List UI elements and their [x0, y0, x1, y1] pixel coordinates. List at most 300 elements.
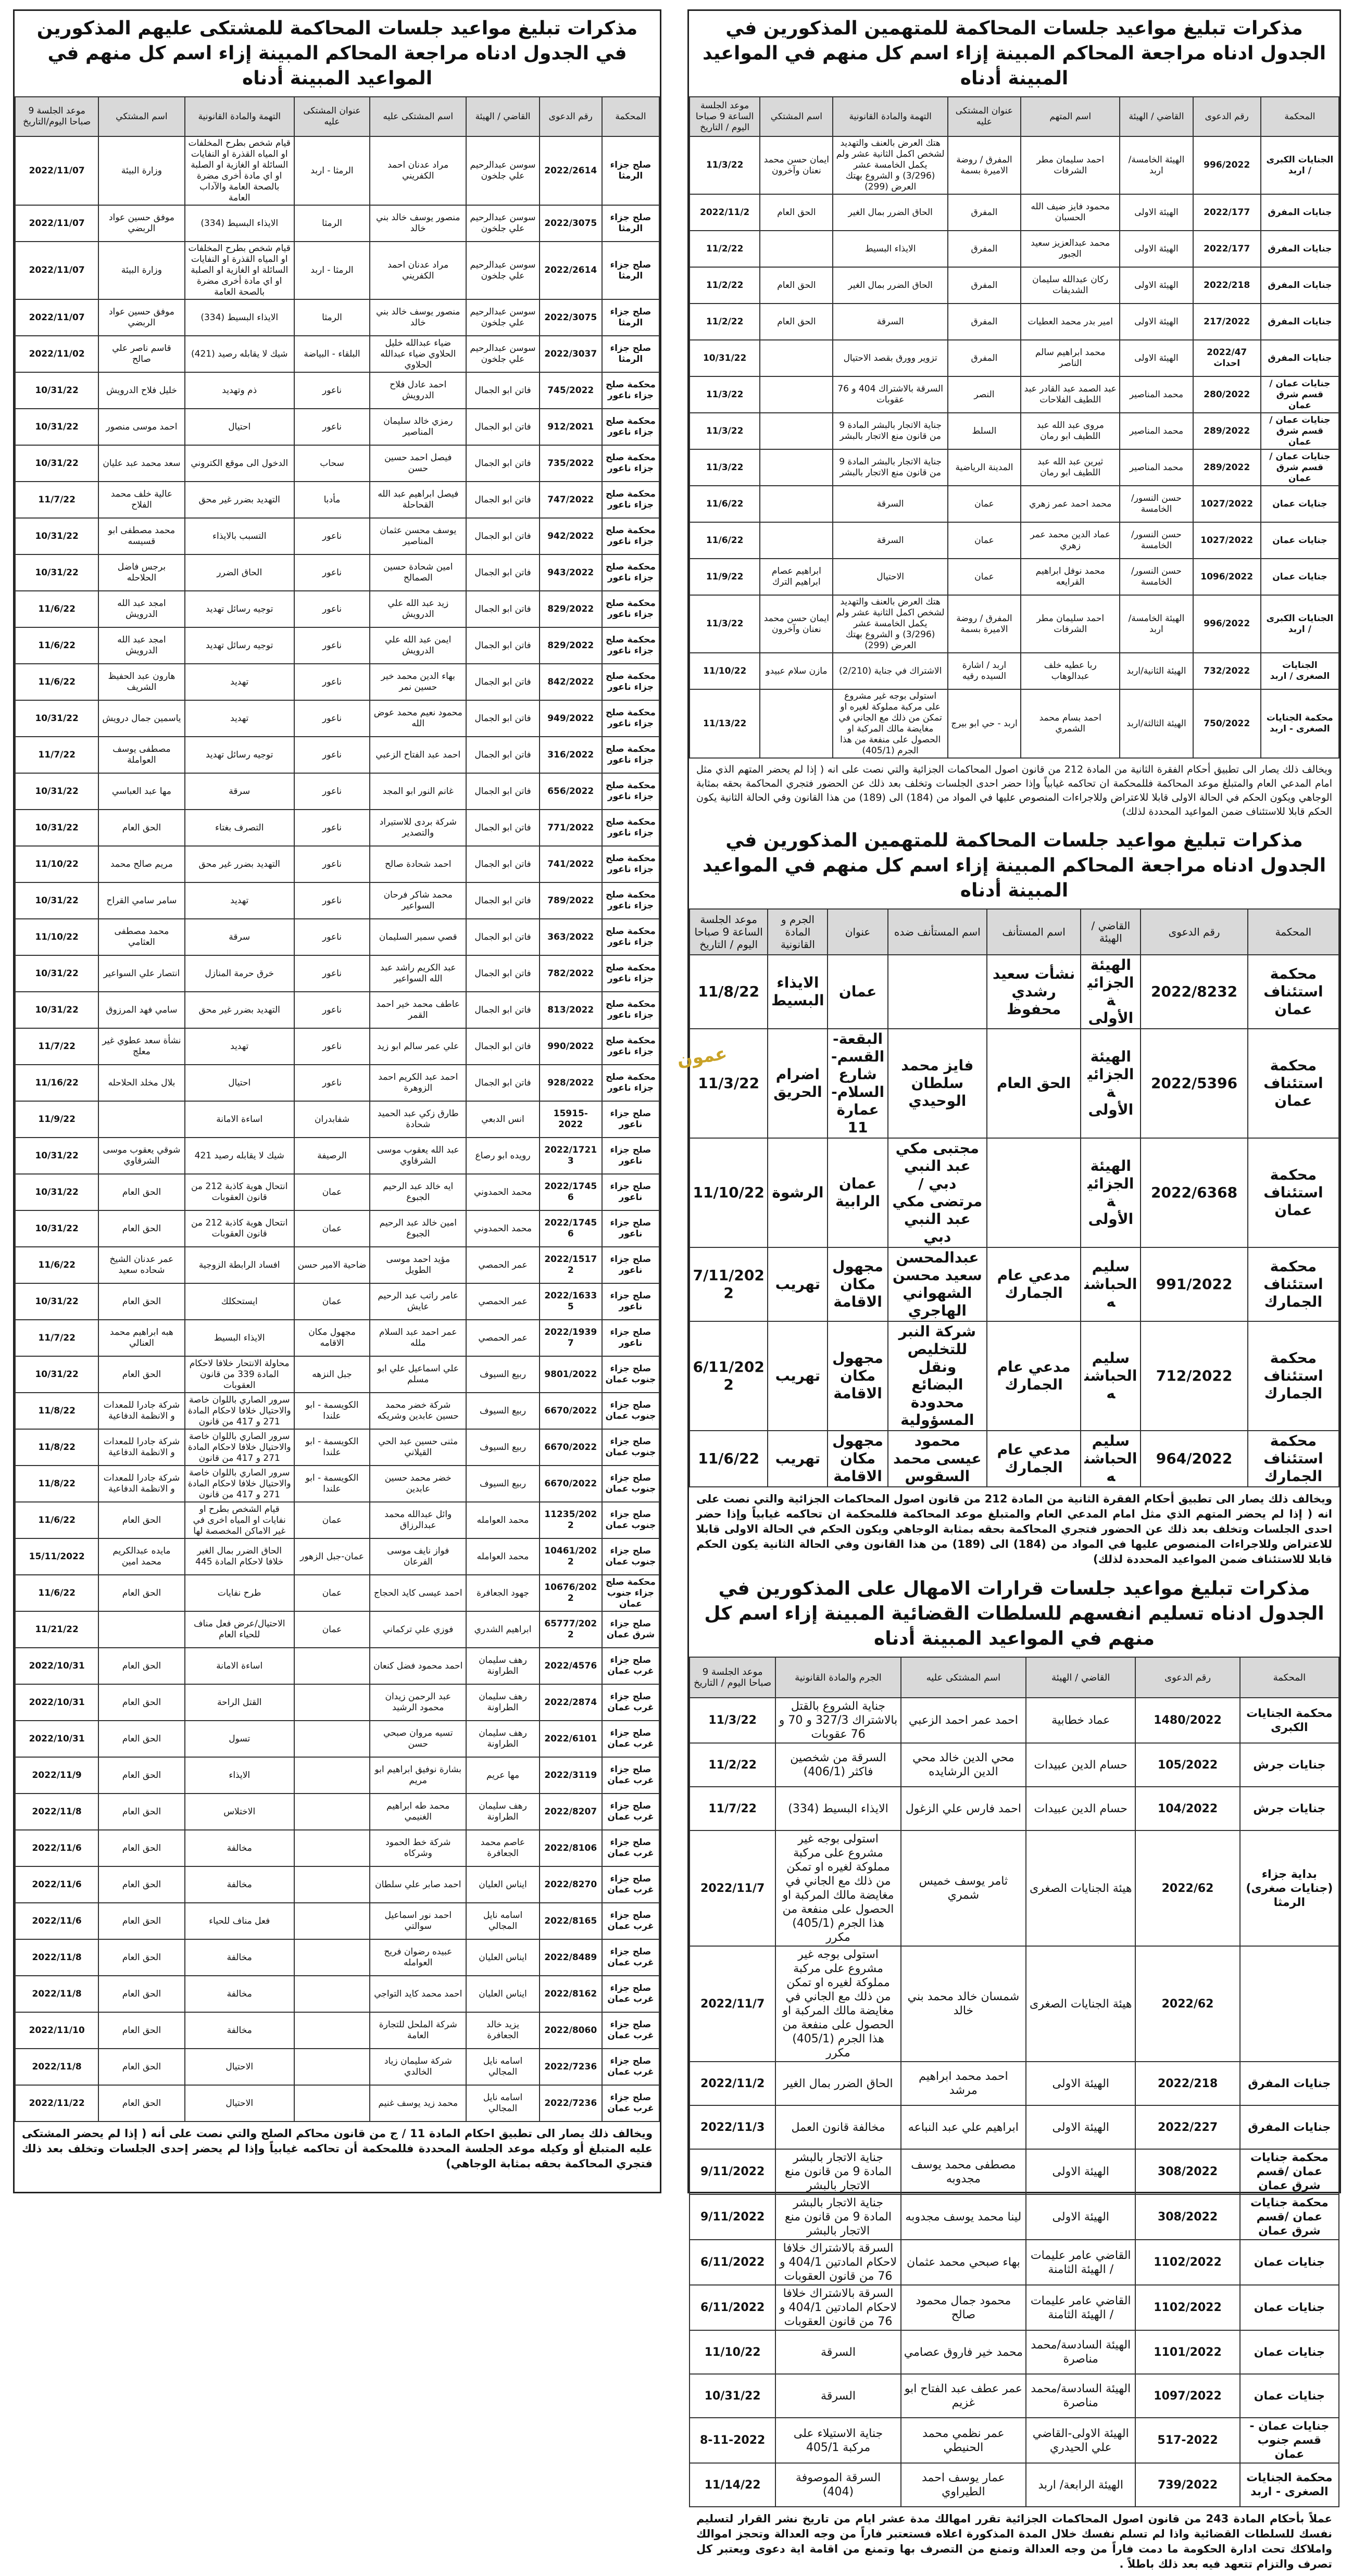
table-cell: عبد الرحمن زيدان محمود الرشيد: [370, 1684, 466, 1721]
table-cell: الحق العام: [98, 1648, 184, 1684]
table-cell: الهيئة الاولى: [1026, 2062, 1135, 2105]
table-cell: صلح جزاء غرب عمان: [602, 1684, 659, 1721]
table-cell: محكمة صلح جزاء ناعور: [602, 846, 659, 882]
table-row: [15, 482, 659, 518]
table-cell: سليم الحباشنه: [1081, 1431, 1141, 1487]
table-cell: ثيرين عبد الله عبد اللطيف ابو رمان: [1021, 449, 1120, 486]
table-cell: 2022/3119: [540, 1757, 602, 1794]
table-cell: 10/31/22: [690, 2374, 775, 2418]
table-cell: هتك العرض بالعنف والتهديد لشخص اكمل الثانية عشر ولم يكمل الخامسة عشر (3/296) و الشروع بهتك العرض (299): [833, 595, 947, 653]
table-cell: عاطف محمد خير احمد القمر: [370, 992, 466, 1028]
table-cell: سامي فهد المرزوق: [98, 992, 184, 1028]
table-cell: مراد عدنان احمد الكفريني: [370, 136, 466, 205]
table-cell: 15/11/2022: [15, 1538, 98, 1575]
table-row: [15, 992, 659, 1028]
table-row: [690, 2194, 1339, 2240]
table-cell: صلح جزاء جنوب عمان: [602, 1502, 659, 1538]
table-cell: اساءة الامانة: [185, 1101, 294, 1138]
table-cell: 11/8/22: [690, 955, 768, 1029]
table-cell: احمد محمد كايد التواجي: [370, 1976, 466, 2012]
column-header: اسم المشتكي: [98, 97, 184, 136]
table-cell: 11/6/22: [15, 591, 98, 627]
table-cell: الحق العام: [98, 1830, 184, 1866]
table-cell: 2022/11/6: [15, 1866, 98, 1903]
table-cell: توجيه رسائل تهديد: [185, 737, 294, 773]
table-cell: [760, 522, 833, 559]
table-row: [15, 846, 659, 882]
table-row: [15, 445, 659, 482]
table-cell: محمد عبدالعزيز سعيد الجبور: [1021, 231, 1120, 267]
table-cell: سامر سامي القراح: [98, 882, 184, 919]
table-cell: السرقة من شخصين فاكثر (406/1): [775, 1743, 900, 1787]
table-cell: 10/31/22: [15, 992, 98, 1028]
table-cell: مخالفة: [185, 1866, 294, 1903]
table-cell: تسيه مروان صبحي حسن: [370, 1721, 466, 1757]
table-cell: 2022/3075: [540, 205, 602, 242]
table-cell: بشارة نوفيق ابراهيم ابو مريم: [370, 1757, 466, 1794]
table-row: [690, 2418, 1339, 2463]
table-row: [690, 522, 1339, 559]
table-cell: الجنايات الكبرى / اربد: [1261, 595, 1339, 653]
table-cell: تسول: [185, 1721, 294, 1757]
table-cell: 2022/11/9: [15, 1757, 98, 1794]
table-cell: 11/13/22: [690, 689, 760, 758]
table-cell: الحق العام: [98, 1174, 184, 1210]
table-cell: ايمن عبد الله علي الدرويش: [370, 627, 466, 664]
table-cell: محكمة صلح جزاء ناعور: [602, 882, 659, 919]
table-cell: غانم النور ابو المجد: [370, 773, 466, 810]
table-cell: السرقة بالاشتراك 404 و 76 عقوبات: [833, 376, 947, 413]
table-cell: ايناس العليان: [466, 1866, 539, 1903]
table-cell: فاتن ابو الجمال: [466, 445, 539, 482]
table-cell: الحق العام: [98, 810, 184, 846]
table-cell: المفرق / روضة الاميرة بسمة: [948, 595, 1021, 653]
table-cell: رهف سليمان الطراونة: [466, 1721, 539, 1757]
table-cell: 942/2022: [540, 518, 602, 554]
table-cell: سوسن عبدالرحيم علي جلخون: [466, 336, 539, 372]
table-cell: 6/11/2022: [690, 2285, 775, 2330]
table-cell: احمد بسام محمد الشمري: [1021, 689, 1120, 758]
table-cell: الايذاء البسيط: [768, 955, 828, 1029]
table-cell: جناية الشروع بالقتل بالاشتراك 327/3 و 70 و 76 عقوبات: [775, 1698, 900, 1743]
table-cell: 2022/11/6: [15, 1903, 98, 1939]
table-cell: 747/2022: [540, 482, 602, 518]
table-cell: محمد ابراهيم سالم الناصر: [1021, 340, 1120, 376]
table-row: [15, 1502, 659, 1538]
table-cell: محكمة استئناف الجمارك: [1248, 1247, 1339, 1321]
table-cell: 2022/11/07: [15, 242, 98, 299]
table-cell: عبد الصمد عبد القادر عبد اللطيف الفلاحات: [1021, 376, 1120, 413]
table-cell: احمد سليمان مطر الشرفات: [1021, 136, 1120, 194]
table-cell: جهود الجعافرة: [466, 1575, 539, 1611]
table-cell: عمر عطف عبد الفتاح ابو غزيم: [901, 2374, 1026, 2418]
table-cell: خرق حرمة المنازل: [185, 955, 294, 992]
table-cell: محكمة استئناف عمان: [1248, 1029, 1339, 1138]
table-cell: 2022/11/10: [15, 2012, 98, 2049]
table-cell: مأدبا: [294, 482, 370, 518]
table-cell: 745/2022: [540, 372, 602, 409]
table-cell: برجس فاضل الحلاحله: [98, 554, 184, 591]
table-cell: 11/3/22: [690, 1698, 775, 1743]
table-row: [690, 2105, 1339, 2149]
table-cell: 750/2022: [1193, 689, 1261, 758]
table-cell: اربد - حي ابو بيرج: [948, 689, 1021, 758]
table-cell: ناعور: [294, 664, 370, 700]
table-cell: سرور الصاري باللوان خاصة والاحتيال خلافا لاحكام المادة 271 و 417 من قانون: [185, 1429, 294, 1466]
table-cell: شركة الملحل للتجارة العامة: [370, 2012, 466, 2049]
table-cell: 2022/11/8: [15, 1794, 98, 1830]
table-cell: عمر عدنان الشيخ شحاده سعيد: [98, 1247, 184, 1283]
table-cell: 1027/2022: [1193, 486, 1261, 522]
table-cell: 2022/16335: [540, 1283, 602, 1320]
table-cell: الحق العام: [760, 267, 833, 304]
table-row: [15, 1101, 659, 1138]
table-cell: 996/2022: [1193, 136, 1261, 194]
table-cell: فاتن ابو الجمال: [466, 955, 539, 992]
right-notice-column: [687, 9, 1341, 2570]
table-cell: سرقة: [185, 919, 294, 955]
table-cell: هيئة الجنايات الصغرى: [1026, 1946, 1135, 2062]
table-cell: المفرق: [948, 231, 1021, 267]
table-row: [15, 1830, 659, 1866]
table-cell: شركة جادرا للمعدات و الانظمة الدفاعية: [98, 1466, 184, 1502]
column-header: القاضي / الهيئة: [1120, 97, 1193, 136]
table-cell: احمد عادل فلاح الدرويش: [370, 372, 466, 409]
table-cell: 2022/3075: [540, 299, 602, 336]
table-cell: بداية جزاء (جنايات صغرى) الرمثا: [1240, 1830, 1339, 1946]
table-cell: 928/2022: [540, 1065, 602, 1101]
table-cell: ثامر يوسف خميس شمري: [901, 1830, 1026, 1946]
table-cell: جنايات عمان /قسم شرق عمان: [1261, 376, 1339, 413]
table-cell: 2022/8270: [540, 1866, 602, 1903]
table-cell: فاتن ابو الجمال: [466, 409, 539, 445]
table-cell: 11/6/22: [690, 486, 760, 522]
table-cell: جنايات المفرق: [1261, 194, 1339, 231]
table-cell: حسن النسور/ الخامسة: [1120, 559, 1193, 595]
table-row: [15, 882, 659, 919]
table-cell: صلح جزاء غرب عمان: [602, 2012, 659, 2049]
table-cell: الحق العام: [98, 1283, 184, 1320]
table-cell: الهيئة السادسة/محمد مناصرة: [1026, 2374, 1135, 2418]
table-cell: محكمة صلح جزاء ناعور: [602, 554, 659, 591]
table-cell: جنايات المفرق: [1261, 267, 1339, 304]
table-cell: سرقة: [185, 773, 294, 810]
table-cell: احمد عبد الكريم احمد الزوهرة: [370, 1065, 466, 1101]
table-cell: الحق العام: [98, 1903, 184, 1939]
table-cell: الرمثا: [294, 299, 370, 336]
table-cell: طرح نفايات: [185, 1575, 294, 1611]
table-cell: عمان: [948, 559, 1021, 595]
table-cell: 2022/11/8: [15, 2049, 98, 2085]
table-cell: تهديد: [185, 664, 294, 700]
table-cell: الكويسمة - ابو علندا: [294, 1466, 370, 1502]
table-cell: صلح جزاء ناعور: [602, 1101, 659, 1138]
table-cell: البقعة- القسم- شارع السلام- عمارة 11: [828, 1029, 887, 1138]
table-cell: 11/2/22: [690, 1743, 775, 1787]
table-cell: بهاء الدين محمد خير حسين نمر: [370, 664, 466, 700]
table-cell: 15915-2022: [540, 1101, 602, 1138]
table-cell: محكمة صلح جزاء ناعور: [602, 1065, 659, 1101]
table-cell: 10/31/22: [15, 773, 98, 810]
table-cell: السرقة: [833, 522, 947, 559]
column-header: الجرم و المادة القانونية: [768, 909, 828, 955]
right-notice-2-footer: ويخالف ذلك يصار الى تطبيق أحكام الفقرة الثانية من المادة 212 من قانون اصول المحاكمات الجزائية والتي نصت على انه ( إذا لم يحضر المتهم الذي مثل امام المدعي العام والمتبلغ موعد المحاكمة فللمحكمة ان تحاكمه غيابياً وإذا حضر احدى الجلسات وتخلف بعد ذلك عن الحضور فتجري المحاكمة بحقه بمثابة الوجاهي ويكون الحكم في الحالة الاولى قابلا للاعتراض وللاجراءات المنصوص عليها في المواد من (184) الى (189) من هذا القانون وفي الحالة الثانية يكون الحكم قابلا للاستئناف ضمن المواعيد المحددة لذلك): [696, 1493, 1332, 1565]
table-cell: الرشوة: [768, 1138, 828, 1247]
table-row: [15, 1283, 659, 1320]
table-cell: فاتن ابو الجمال: [466, 482, 539, 518]
column-header: القاضي / الهيئة: [1026, 1657, 1135, 1698]
table-cell: فاتن ابو الجمال: [466, 554, 539, 591]
table-cell: الدخول الى موقع الكتروني: [185, 445, 294, 482]
table-cell: محكمة صلح جزاء ناعور: [602, 955, 659, 992]
table-cell: 2022/8162: [540, 1976, 602, 2012]
table-cell: ربيع السيوف: [466, 1429, 539, 1466]
table-cell: عمر احمد عبد السلام ملله: [370, 1320, 466, 1356]
table-cell: صلح جزاء ناعور: [602, 1283, 659, 1320]
table-cell: الحاق الضرر بمال الغير: [833, 194, 947, 231]
table-cell: هتك العرض بالعنف والتهديد لشخص اكمل الثانية عشر ولم يكمل الخامسة عشر (3/296) و الشروع بهتك العرض (299): [833, 136, 947, 194]
table-cell: الهيئة الجزائية الأولى: [1081, 955, 1141, 1029]
table-cell: 1097/2022: [1135, 2374, 1239, 2418]
table-cell: مخالفة قانون العمل: [775, 2105, 900, 2149]
table-cell: محاولة الانتحار خلافا لاحكام المادة 339 من قانون العقوبات: [185, 1356, 294, 1393]
table-cell: 2022/7236: [540, 2085, 602, 2122]
table-cell: 2022/17456: [540, 1174, 602, 1210]
table-cell: صلح جزاء الرمثا: [602, 136, 659, 205]
table-cell: 11/10/22: [15, 919, 98, 955]
table-cell: 289/2022: [1193, 413, 1261, 449]
table-cell: عمان: [294, 1575, 370, 1611]
table-cell: محمود جمال محمود صالح: [901, 2285, 1026, 2330]
table-cell: جناية الاتجار بالبشر المادة 9 من قانون منع الاتجار بالبشر: [775, 2149, 900, 2194]
table-cell: مخالفة: [185, 1830, 294, 1866]
table-cell: 11/7/22: [15, 737, 98, 773]
table-cell: [987, 1138, 1081, 1247]
table-cell: محكمة صلح جزاء ناعور: [602, 992, 659, 1028]
table-cell: محمد الحمدوني: [466, 1210, 539, 1247]
table-cell: [760, 413, 833, 449]
right-3-table-body: [690, 1698, 1339, 2507]
table-cell: طارق زكي عبد الحميد شحادة: [370, 1101, 466, 1138]
table-cell: 10/31/22: [690, 340, 760, 376]
table-row: [690, 2374, 1339, 2418]
table-cell: 2022/2614: [540, 136, 602, 205]
table-cell: 10/31/22: [15, 882, 98, 919]
table-cell: القتل الراحة: [185, 1684, 294, 1721]
table-cell: الرمثا - اربد: [294, 242, 370, 299]
table-cell: مجهول مكان الاقامة: [828, 1321, 887, 1431]
table-cell: محكمة صلح جزاء ناعور: [602, 372, 659, 409]
table-cell: 10/31/22: [15, 372, 98, 409]
table-cell: محمد المناصير: [1120, 449, 1193, 486]
left-table-header: [15, 97, 659, 136]
column-header: رقم الدعوى: [1141, 909, 1247, 955]
table-cell: الحاق الضرر بمال الغير: [775, 2062, 900, 2105]
table-cell: جنايات عمان /قسم شرق عمان: [1261, 413, 1339, 449]
table-cell: مايده عبدالكريم محمد امين: [98, 1538, 184, 1575]
table-cell: ذم وتهديد: [185, 372, 294, 409]
table-cell: محكمة جنايات عمان /قسم شرق عمان: [1240, 2194, 1339, 2240]
table-cell: [294, 2012, 370, 2049]
table-cell: التهديد بضرر غير محق: [185, 846, 294, 882]
table-row: [15, 1903, 659, 1939]
table-cell: محمد شاكر فرحان السواعير: [370, 882, 466, 919]
table-row: [15, 955, 659, 992]
table-cell: 2022/8060: [540, 2012, 602, 2049]
table-cell: تهريب: [768, 1431, 828, 1487]
table-row: [15, 2012, 659, 2049]
table-cell: ربا عطيه خلف عبدالوهاب: [1021, 653, 1120, 689]
table-cell: 2022/227: [1135, 2105, 1239, 2149]
table-cell: علي عمر سالم ابو زيد: [370, 1028, 466, 1065]
table-cell: 2022/11/7: [690, 1830, 775, 1946]
table-row: [15, 518, 659, 554]
table-cell: تزوير وورق بقصد الاحتيال: [833, 340, 947, 376]
table-cell: صلح جزاء ناعور: [602, 1174, 659, 1210]
table-cell: 217/2022: [1193, 304, 1261, 340]
table-cell: احمد موسى منصور: [98, 409, 184, 445]
table-cell: [294, 1757, 370, 1794]
table-cell: عمان: [948, 486, 1021, 522]
table-row: [690, 2463, 1339, 2507]
table-cell: عمان: [294, 1174, 370, 1210]
table-cell: جنايات عمان: [1240, 2330, 1339, 2374]
column-header: رقم الدعوى: [540, 97, 602, 136]
table-cell: امجد عبد الله الدرويش: [98, 591, 184, 627]
table-cell: مها عريم: [466, 1757, 539, 1794]
table-cell: انس الدبعي: [466, 1101, 539, 1138]
table-row: [690, 1138, 1339, 1247]
table-row: [690, 413, 1339, 449]
table-cell: جناية الاتجار بالبشر المادة 9 من قانون منع الاتجار بالبشر: [775, 2194, 900, 2240]
table-cell: ناعور: [294, 700, 370, 737]
right-notice-3-footer: عملاً بأحكام المادة 243 من قانون اصول المحاكمات الجزائية تقرر امهالك مدة عشر ايام من تاريخ نشر القرار لتسليم نفسك للسلطات القضائية واذا لم تسلم نفسك خلال المدة المذكورة اعلاه فستعتبر فاراً من وجه العدالة وتحجز اموالك واملاكك تحت ادارة الحكومة ما دمت فاراً من وجه العدالة وتمنع من التصرف بها وتمنع من اقامة اية دعوى ويعتبر كل تصرف والتزام تتعهد فيه بعد ذلك باطلاً .: [696, 2512, 1333, 2570]
table-cell: [760, 340, 833, 376]
table-row: [15, 1466, 659, 1502]
table-cell: محكمة صلح جزاء ناعور: [602, 518, 659, 554]
table-cell: 11/3/22: [690, 413, 760, 449]
table-cell: ايناس العليان: [466, 1939, 539, 1976]
table-cell: محمود فايز ضيف الله الحسبان: [1021, 194, 1120, 231]
column-header: المحكمة: [1248, 909, 1339, 955]
table-cell: عالية خلف محمد الفلاح: [98, 482, 184, 518]
table-cell: 11/6/22: [15, 664, 98, 700]
column-header: اسم المشتكى عليه: [901, 1657, 1026, 1698]
table-cell: عمان: [828, 955, 887, 1029]
table-cell: 2022/7236: [540, 2049, 602, 2085]
table-row: [690, 559, 1339, 595]
table-cell: شيك لا يقابله رصيد (421): [185, 336, 294, 372]
right-notice-1-title: مذكرات تبليغ مواعيد جلسات المحاكمة للمتهمين المذكورين في الجدول ادناه مراجعة المحاكم المبينة إزاء اسم كل منهم في المواعيد المبينة أدناه: [702, 18, 1326, 89]
table-cell: عمر نظمي محمد الحنيطي: [901, 2418, 1026, 2463]
table-cell: وزارة البيئة: [98, 242, 184, 299]
table-cell: المدينة الرياضية: [948, 449, 1021, 486]
table-cell: 517-2022: [1135, 2418, 1239, 2463]
table-cell: الكويسمة - ابو علندا: [294, 1429, 370, 1466]
table-cell: 11/7/22: [15, 1028, 98, 1065]
table-cell: فاتن ابو الجمال: [466, 882, 539, 919]
table-cell: 11/14/22: [690, 2463, 775, 2507]
table-cell: 65777/2022: [540, 1611, 602, 1648]
table-cell: 2022/11/02: [15, 336, 98, 372]
table-cell: 9/11/2022: [690, 2149, 775, 2194]
table-cell: مازن سلام عبيدو: [760, 653, 833, 689]
table-cell: فاتن ابو الجمال: [466, 664, 539, 700]
table-cell: محمد المناصير: [1120, 376, 1193, 413]
table-cell: 11/9/22: [690, 559, 760, 595]
table-cell: [294, 1721, 370, 1757]
table-cell: الاشتراك في جناية (2/210): [833, 653, 947, 689]
table-cell: محمد مصطفى العثامي: [98, 919, 184, 955]
table-cell: محكمة صلح جزاء ناعور: [602, 919, 659, 955]
table-cell: الحق العام: [98, 1356, 184, 1393]
left-notice-title: مذكرات تبليغ مواعيد جلسات المحاكمة للمشتكى عليهم المذكورين في الجدول ادناه مراجعة المحاكم المبينة إزاء اسم كل منهم في المواعيد المبينة أدناه: [36, 18, 638, 89]
table-cell: محكمة استئناف عمان: [1248, 955, 1339, 1029]
table-cell: محكمة استئناف الجمارك: [1248, 1321, 1339, 1431]
table-row: [15, 2085, 659, 2122]
table-cell: 11/9/22: [15, 1101, 98, 1138]
table-cell: 11/2/22: [690, 304, 760, 340]
table-cell: 732/2022: [1193, 653, 1261, 689]
table-cell: 11/3/22: [690, 595, 760, 653]
table-cell: 10/31/22: [15, 955, 98, 992]
table-cell: 10/31/22: [15, 700, 98, 737]
table-cell: 11/10/22: [690, 2330, 775, 2374]
table-cell: توجيه رسائل تهديد: [185, 627, 294, 664]
table-cell: [294, 1684, 370, 1721]
table-cell: ناعور: [294, 810, 370, 846]
table-cell: 6670/2022: [540, 1393, 602, 1429]
right-2-table-header: [690, 909, 1339, 955]
table-cell: جنايات المفرق: [1240, 2062, 1339, 2105]
table-cell: الجنايات الصغرى / اربد: [1261, 653, 1339, 689]
table-cell: صلح جزاء الرمثا: [602, 242, 659, 299]
table-cell: الهيئة الخامسة/اربد: [1120, 595, 1193, 653]
table-cell: صلح جزاء غرب عمان: [602, 1903, 659, 1939]
table-cell: فاتن ابو الجمال: [466, 992, 539, 1028]
table-cell: القاضي عامر عليمات / الهيئة الثامنة: [1026, 2285, 1135, 2330]
column-header: رقم الدعوى: [1193, 97, 1261, 136]
table-cell: الرصيفة: [294, 1138, 370, 1174]
table-row: [15, 1247, 659, 1283]
table-cell: سليم الحباشنه: [1081, 1247, 1141, 1321]
table-cell: 2022/11/07: [15, 205, 98, 242]
table-cell: 10/31/22: [15, 518, 98, 554]
table-cell: الاختلاس: [185, 1794, 294, 1830]
table-cell: ناعور: [294, 882, 370, 919]
table-cell: السرقة: [775, 2330, 900, 2374]
table-cell: احمد محمود فضل كنعان: [370, 1648, 466, 1684]
table-cell: 2022/8165: [540, 1903, 602, 1939]
table-row: [15, 627, 659, 664]
table-cell: 813/2022: [540, 992, 602, 1028]
table-cell: ايه خالد عبد الرحيم الجبوع: [370, 1174, 466, 1210]
table-row: [690, 2062, 1339, 2105]
table-cell: 2022/8489: [540, 1939, 602, 1976]
table-cell: 7/11/2022: [690, 1247, 768, 1321]
table-cell: 2022/11/8: [15, 1939, 98, 1976]
table-cell: الحاق الضرر بمال الغير: [833, 267, 947, 304]
table-cell: 741/2022: [540, 846, 602, 882]
table-cell: فاتن ابو الجمال: [466, 700, 539, 737]
table-cell: 996/2022: [1193, 595, 1261, 653]
table-cell: صلح جزاء ناعور: [602, 1247, 659, 1283]
right-1-table-body: [690, 136, 1339, 758]
right-notice-3-table: [689, 1657, 1339, 2507]
table-cell: سرور الصاري باللوان خاصة والاحتيال خلافا لاحكام المادة 271 و 417 من قانون: [185, 1466, 294, 1502]
column-header: موعد الجلسة الساعة 9 صباحا اليوم / التاريخ: [690, 97, 760, 136]
table-cell: الرمثا - اربد: [294, 136, 370, 205]
